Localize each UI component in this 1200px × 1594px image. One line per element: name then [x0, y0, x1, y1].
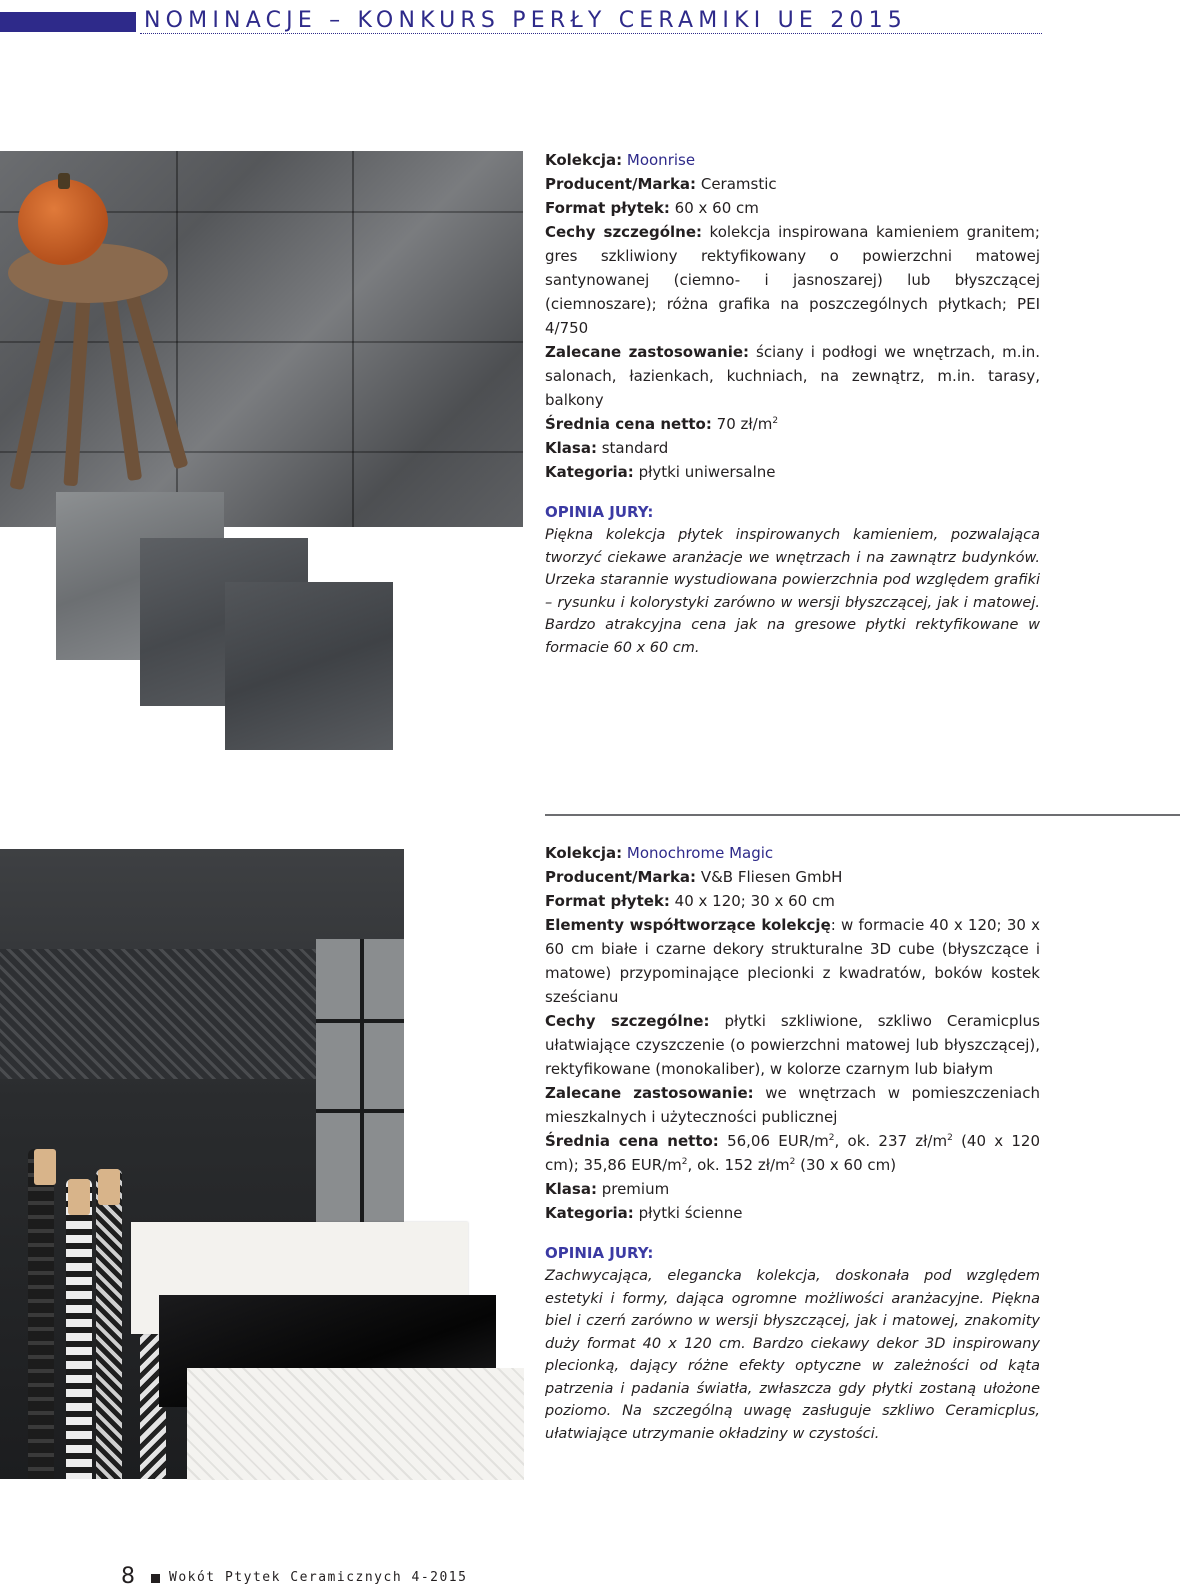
label-kategoria: Kategoria:: [545, 1204, 634, 1222]
section-divider: [545, 814, 1180, 816]
entry-monochrome-magic: [545, 841, 1040, 1445]
price-superscript: 2: [681, 1157, 688, 1167]
features-value: kolekcja inspirowana kamieniem granitem; gres szkliwiony rektyfikowany o powierzchni matowej santynowanej (ciemno- i jasnoszarej) lub błyszczącej (ciemnoszare); różna grafika na poszczególnych płytkach; PEI 4/750: [545, 223, 1040, 337]
price-value: , ok. 152 zł/m: [687, 1156, 790, 1174]
collection-name: Monochrome Magic: [626, 844, 774, 862]
page-number: 8: [121, 1564, 135, 1589]
price-superscript: 2: [772, 416, 779, 426]
category-value: płytki uniwersalne: [638, 463, 776, 481]
usage-value: we wnętrzach w pomieszczeniach mieszkalnych i użyteczności publicznej: [545, 1084, 1040, 1126]
publication-name: Wokót Ptytek Ceramicznych 4-2015: [169, 1570, 468, 1585]
producer-value: V&B Fliesen GmbH: [700, 868, 843, 886]
pumpkin-stem: [58, 173, 70, 189]
label-kolekcja: Kolekcja:: [545, 151, 623, 169]
price-value: (30 x 60 cm): [795, 1156, 897, 1174]
format-value: 60 x 60 cm: [674, 199, 759, 217]
label-kategoria: Kategoria:: [545, 463, 634, 481]
roll-core: [34, 1149, 56, 1185]
jury-opinion: Zachwycająca, elegancka kolekcja, doskonała pod względem estetyki i formy, dająca ogromne możliwości aranżacyjne. Piękna biel i czerń zarówno w wersji błyszczącej, jak i matowej, znakomity duży format 40 x 120 cm. Bardzo ciekawy dekor 3D inspirowany plecionką, dający różne efekty optyczne w zależności od kąta patrzenia i padania światła, zwłaszcza gdy płytki zostaną ułożone poziomo. Na szczególną uwagę zasługuje szkliwo Ceramicplus, ułatwiające utrzymanie okładziny w czystości.: [545, 1268, 1040, 1442]
price-value: 56,06 EUR/m: [727, 1132, 829, 1150]
label-format: Format płytek:: [545, 892, 670, 910]
label-klasa: Klasa:: [545, 1180, 597, 1198]
usage-value: ściany i podłogi we wnętrzach, m.in. salonach, łazienkach, kuchniach, na zewnątrz, m.in. tarasy, balkony: [545, 343, 1040, 409]
stool-leg: [9, 292, 64, 491]
tile-sample-dark-gray: [225, 582, 393, 750]
price-superscript: 2: [789, 1157, 796, 1167]
jury-opinion: Piękna kolekcja płytek inspirowanych kamieniem, pozwalająca tworzyć ciekawe aranżacje we wnętrzach i na zawnątrz budynków. Urzeka starannie wystudiowana powierzchnia pod względem grafiki – rysunku i kolorystyki zarówno w wersji błyszczącej, jak i matowej. Bardzo atrakcyjna cena jak na gresowe płytki rektyfikowane w formacie 60 x 60 cm.: [545, 527, 1040, 656]
header-bar: [0, 12, 136, 32]
price-value: (40 x 120 cm); 35,86 EUR/m: [545, 1132, 1040, 1174]
label-zastosowanie: Zalecane zastosowanie:: [545, 1084, 754, 1102]
pumpkin: [18, 179, 108, 265]
window: [316, 939, 404, 1239]
header-dotted-rule: [140, 33, 1042, 34]
label-producent: Producent/Marka:: [545, 868, 697, 886]
fabric-roll: [28, 1149, 54, 1479]
moonrise-room-photo: [0, 151, 523, 527]
price-superscript: 2: [947, 1133, 953, 1143]
label-cena: Średnia cena netto:: [545, 415, 712, 433]
price-superscript: 2: [828, 1133, 835, 1143]
tile-sample-white-3d-decor: [187, 1368, 524, 1480]
collection-name: Moonrise: [626, 151, 696, 169]
label-producent: Producent/Marka:: [545, 175, 697, 193]
price-value: 70 zł/m: [716, 415, 773, 433]
label-cena: Średnia cena netto:: [545, 1132, 719, 1150]
footer-square-marker: [151, 1574, 160, 1583]
label-cechy: Cechy szczególne:: [545, 223, 703, 241]
fabric-roll: [96, 1169, 122, 1479]
stool-leg: [63, 296, 90, 487]
elements-value: : w formacie 40 x 120; 30 x 60 cm białe i czarne dekory strukturalne 3D cube (błyszczące i matowe) przypominające plecionki z kwadratów, boków kostek sześcianu: [545, 916, 1040, 1006]
jury-heading: OPINIA JURY:: [545, 1244, 654, 1262]
page-header-title: NOMINACJE – KONKURS PERŁY CERAMIKI UE 2015: [144, 8, 907, 33]
label-format: Format płytek:: [545, 199, 670, 217]
label-cechy: Cechy szczególne:: [545, 1012, 710, 1030]
label-elementy: Elementy współtworzące kolekcję: [545, 916, 831, 934]
entry-moonrise: [545, 148, 1040, 659]
features-value: płytki szkliwione, szkliwo Ceramicplus ułatwiające czyszczenie (o powierzchni matowej lub błyszczącej), rektyfikowane (monokaliber), w kolorze czarnym lub białym: [545, 1012, 1040, 1078]
format-value: 40 x 120; 30 x 60 cm: [674, 892, 835, 910]
label-klasa: Klasa:: [545, 439, 597, 457]
3d-cube-decor-band: [0, 949, 316, 1079]
producer-value: Ceramstic: [700, 175, 777, 193]
label-kolekcja: Kolekcja:: [545, 844, 623, 862]
fabric-roll: [66, 1179, 92, 1479]
category-value: płytki ścienne: [638, 1204, 743, 1222]
label-zastosowanie: Zalecane zastosowanie:: [545, 343, 750, 361]
roll-core: [68, 1179, 90, 1215]
jury-heading: OPINIA JURY:: [545, 503, 654, 521]
price-value: , ok. 237 zł/m: [834, 1132, 948, 1150]
roll-core: [98, 1169, 120, 1205]
class-value: premium: [601, 1180, 670, 1198]
class-value: standard: [601, 439, 669, 457]
